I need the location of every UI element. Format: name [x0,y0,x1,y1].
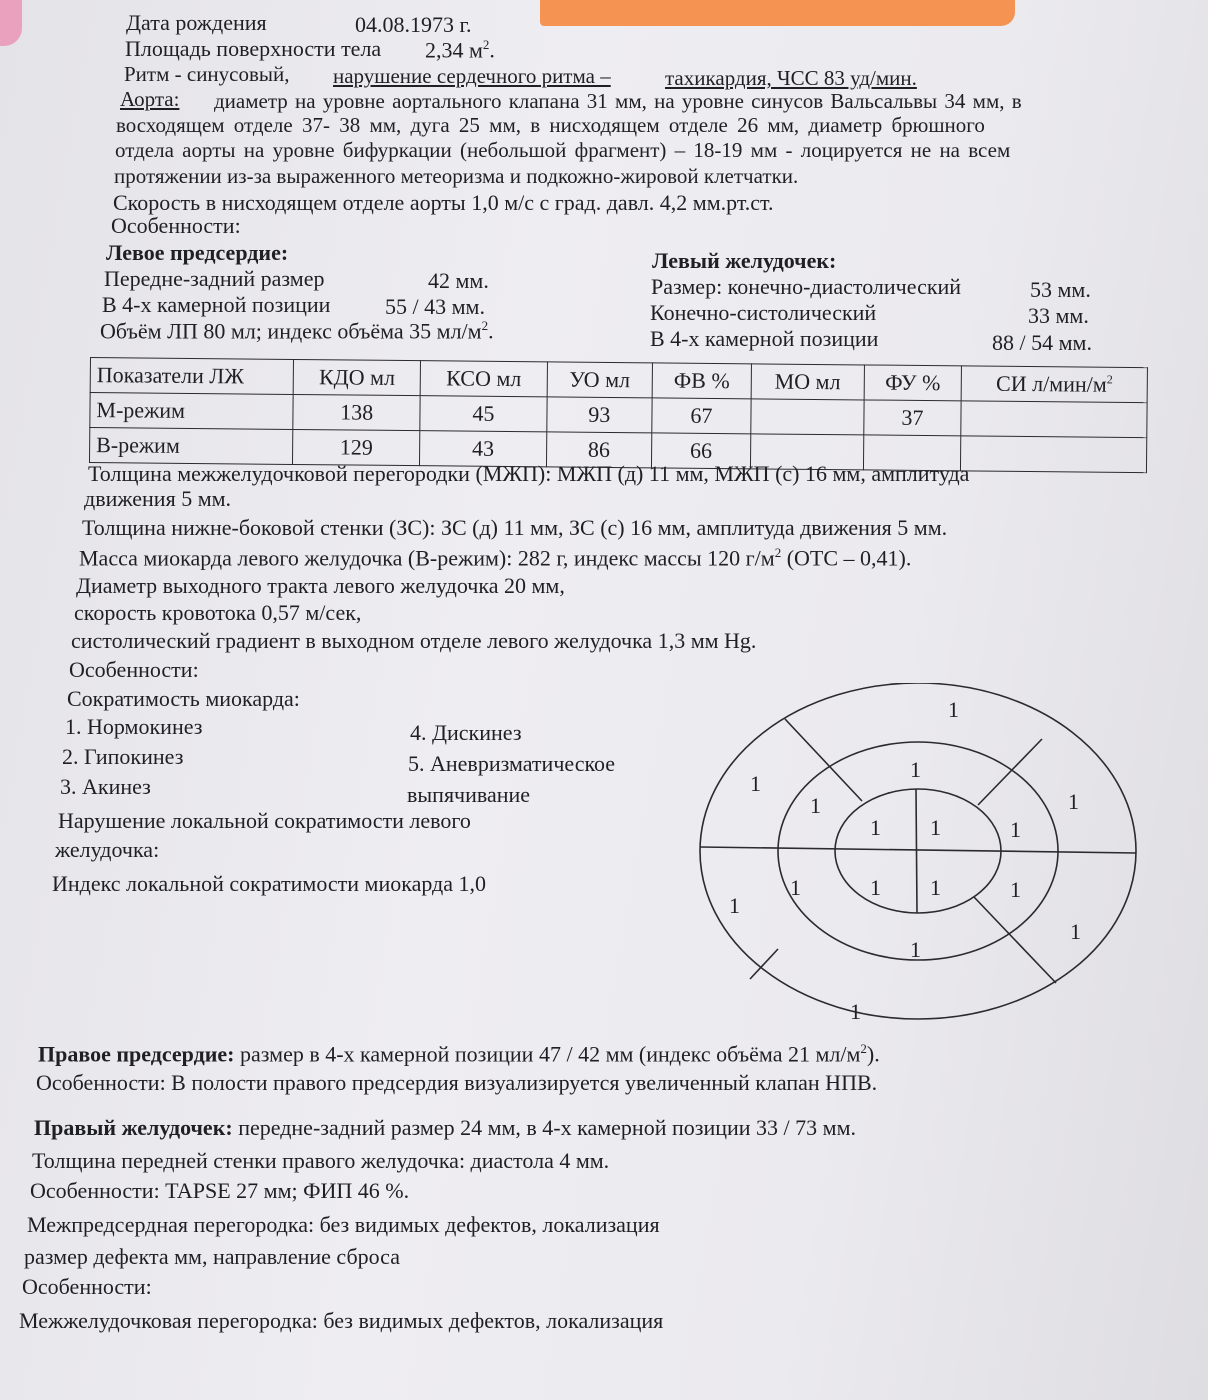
ias-line-1: Межпредсердная перегородка: без видимых дефектов, локализация [27,1212,660,1237]
septum-line-2: движения 5 мм. [84,486,232,511]
ivs-line: Межжелудочковая перегородка: без видимых дефектов, локализация [19,1308,664,1333]
contractility-item: 3. Акинез [60,774,151,799]
la-volume: Объём ЛП 80 мл; индекс объёма 35 $мл/м^2$. [100,318,494,344]
segment-score: 1 [910,757,921,782]
local-contractility-index: Индекс локальной сократимости миокарда 1,0 [52,871,487,896]
table-row-header: В-режим [89,428,292,465]
table-cell: 37 [864,400,962,436]
table-header-cell: МО мл [751,364,864,400]
table-header-cell: УО мл [547,362,653,398]
segment-score: 1 [1010,817,1021,842]
contractility-title: Сократимость миокарда: [67,686,300,711]
aorta-line-4: протяжении из-за выраженного метеоризма и подкожно-жировой клетчатки. [114,164,799,188]
segment-scores [729,697,1081,1024]
bsa-label: Площадь поверхности тела [125,36,382,61]
table-cell [961,401,1147,438]
rv-summary: Правый желудочек: передне-задний размер 24 мм, в 4-х камерной позиции 33 / 73 мм. [34,1115,856,1140]
segment-score: 1 [910,937,921,962]
segment-score: 1 [1010,877,1021,902]
la-4ch-label: В 4-х камерной позиции [102,292,331,317]
lv-4ch-label: В 4-х камерной позиции [650,326,879,351]
ra-features: Особенности: В полости правого предсердия визуализируется увеличенный клапан НПВ. [36,1070,878,1095]
local-contractility-line-1: Нарушение локальной сократимости левого [58,808,471,833]
bsa-value: 2,34 $м^2$. [425,37,495,63]
lv-title: Левый желудочек: [652,248,837,273]
redaction-mark [540,0,1015,26]
rv-wall: Толщина передней стенки правого желудочка: диастола 4 мм. [32,1148,610,1173]
table-header-cell: ФВ % [652,363,751,399]
contractility-item: 5. Аневризматическое [408,751,616,776]
contractility-item: 2. Гипокинез [62,744,184,769]
bullseye-diagram [690,683,1145,1043]
table-header-cell: ФУ % [864,365,962,401]
table-cell: 43 [420,431,546,467]
table-row-header: М-режим [90,393,293,430]
table-header-cell: КСО мл [421,361,547,397]
segment-score: 1 [870,875,881,900]
la-4ch-value: 55 / 43 мм. [385,294,485,319]
lv-esd-value: 33 мм. [1028,303,1089,328]
ias-line-2: размер дефекта мм, направление сброса [24,1244,400,1269]
contractility-item: 4. Дискинез [410,720,522,745]
table-cell [961,436,1147,473]
lv-4ch-value: 88 / 54 мм. [992,330,1092,355]
segment-score: 1 [870,815,881,840]
septum-line-1: Толщина межжелудочковой перегородки (МЖП): МЖП (д) 11 мм, МЖП (с) 16 мм, амплитуда [88,461,970,486]
lv-mass: Масса миокарда левого желудочка (В-режим): 282 г, индекс массы 120 $г/м^2$ (ОТС – 0,41). [79,545,912,571]
la-ap-label: Передне-задний размер [104,266,325,291]
lvot-diameter: Диаметр выходного тракта левого желудочка 20 мм, [76,573,565,598]
segment-score: 1 [729,893,740,918]
table-cell: 66 [652,433,751,469]
la-ap-value: 42 мм. [428,268,489,293]
la-title: Левое предсердие: [106,240,289,265]
table-cell: 67 [652,398,751,434]
segment-score: 1 [810,793,821,818]
lvot-velocity: скорость кровотока 0,57 м/сек, [74,600,362,625]
segment-score: 1 [750,771,761,796]
posterior-wall: Толщина нижне-боковой стенки (ЗС): ЗС (д) 11 мм, ЗС (с) 16 мм, амплитуда движения 5 мм. [82,515,948,540]
segment-score: 1 [930,815,941,840]
aorta-line-3: отдела аорты на уровне бифуркации (небольшой фрагмент) – 18-19 мм - лоцируется не на всем [115,138,1011,162]
contractility-item: 1. Нормокинез [65,714,203,739]
segment-score: 1 [790,875,801,900]
rhythm-disorder: нарушение сердечного ритма – [333,64,611,88]
aorta-label: Аорта: [120,87,180,111]
lv-edd-value: 53 мм. [1030,277,1091,302]
rhythm-rest: тахикардия, ЧСС 83 уд/мин. [665,66,917,90]
segment-score: 1 [948,697,959,722]
segment-score: 1 [1070,919,1081,944]
lvot-gradient: систолический градиент в выходном отделе левого желудочка 1,3 мм Hg. [71,628,757,653]
aorta-velocity: Скорость в нисходящем отделе аорты 1,0 м/с с град. давл. 4,2 мм.рт.ст. [113,190,774,215]
table-header-cell: Показатели ЛЖ [90,358,293,395]
rhythm-label: Ритм - синусовый, [124,62,290,86]
aorta-features: Особенности: [111,213,241,238]
aorta-line-1: диаметр на уровне аортального клапана 31 мм, на уровне синусов Вальсальвы 34 мм, в [214,89,1022,113]
table-cell: 45 [420,396,546,432]
table-header-cell: КДО мл [293,359,421,395]
table-cell [751,399,864,435]
segment-score: 1 [1068,789,1079,814]
rv-features: Особенности: TAPSE 27 мм; ФИП 46 %. [30,1178,410,1203]
birth-value: 04.08.1973 г. [355,12,472,37]
ra-summary: Правое предсердие: размер в 4-х камерной позиции 47 / 42 мм (индекс объёма 21 $мл/м^2$). [38,1041,880,1067]
segment-score: 1 [930,875,941,900]
table-cell: 93 [546,397,652,433]
table-cell: 138 [293,394,421,430]
table-cell: 86 [546,432,652,468]
aorta-line-2: восходящем отделе 37- 38 мм, дуга 25 мм, в нисходящем отделе 26 мм, диаметр брюшного [116,113,985,137]
contractility-item: выпячивание [407,782,531,807]
birth-label: Дата рождения [126,10,267,35]
lv-esd-label: Конечно-систолический [650,300,877,325]
table-header-cell: СИ $л/мин/м^2$ [961,366,1147,403]
lv-edd-label: Размер: конечно-диастолический [651,274,962,299]
ias-features: Особенности: [22,1274,152,1299]
local-contractility-line-2: желудочка: [55,837,160,862]
segment-score: 1 [850,999,861,1024]
lvot-features: Особенности: [69,657,199,682]
table-cell: 129 [292,429,420,465]
lv-parameters-table [89,357,1148,473]
